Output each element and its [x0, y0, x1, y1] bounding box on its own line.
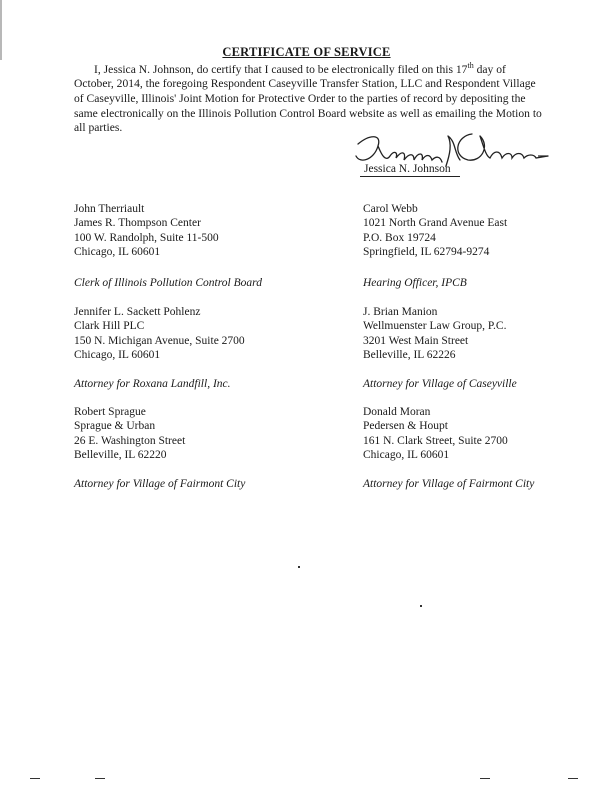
- party-role: Attorney for Village of Fairmont City: [74, 478, 246, 490]
- signer-name: Jessica N. Johnson: [364, 163, 451, 175]
- party-name: J. Brian Manion: [363, 306, 438, 318]
- certificate-body: [74, 59, 544, 136]
- ordinal-suffix: th: [467, 61, 474, 70]
- certificate-paragraph: [74, 59, 544, 136]
- party-address-line: 161 N. Clark Street, Suite 2700: [363, 434, 508, 447]
- party-address-line: Belleville, IL 62220: [74, 449, 167, 462]
- party-address-line: Sprague & Urban: [74, 420, 156, 433]
- party-address-line: P.O. Box 19724: [363, 231, 436, 244]
- service-party: [74, 305, 245, 363]
- service-party: [74, 405, 185, 463]
- party-name: Carol Webb: [363, 203, 418, 215]
- party-role: Clerk of Illinois Pollution Control Board: [74, 277, 262, 289]
- scan-artifact: [420, 605, 422, 607]
- party-role: Attorney for Roxana Landfill, Inc.: [74, 378, 231, 390]
- service-party: [363, 202, 507, 260]
- party-address-line: 3201 West Main Street: [363, 334, 469, 347]
- body-text-start: I, Jessica N. Johnson, do certify that I caused to be electronically filed on this 17: [94, 62, 468, 76]
- party-name: Jennifer L. Sackett Pohlenz: [74, 306, 201, 318]
- service-party: [74, 202, 219, 260]
- scan-artifact: [298, 566, 300, 568]
- party-address-line: Pedersen & Houpt: [363, 420, 448, 433]
- scan-artifact: [480, 778, 490, 779]
- service-party: [363, 305, 506, 363]
- party-address-line: 150 N. Michigan Avenue, Suite 2700: [74, 334, 245, 347]
- body-text-end: day of October, 2014, the foregoing Respondent Caseyville Transfer Station, LLC and Respondent Village of Caseyville, Illinois' Joint Motion for Protective Order to the parties of record by depositing the same electronically on the Illinois Pollution Control Board website as well as emailing the Motion to all parties.: [74, 62, 542, 135]
- party-role: Hearing Officer, IPCB: [363, 277, 467, 289]
- party-role: Attorney for Village of Caseyville: [363, 378, 517, 390]
- party-name: Robert Sprague: [74, 406, 146, 418]
- party-address-line: Chicago, IL 60601: [363, 449, 450, 462]
- party-name: John Therriault: [74, 203, 145, 215]
- party-address-line: 1021 North Grand Avenue East: [363, 217, 508, 230]
- party-role: Attorney for Village of Fairmont City: [363, 478, 535, 490]
- party-address-line: Wellmuenster Law Group, P.C.: [363, 320, 507, 333]
- party-address-line: Belleville, IL 62226: [363, 349, 456, 362]
- scan-artifact: [568, 778, 578, 779]
- party-address-line: James R. Thompson Center: [74, 217, 201, 230]
- document-title: CERTIFICATE OF SERVICE: [222, 45, 391, 59]
- party-address-line: Chicago, IL 60601: [74, 246, 161, 259]
- party-address-line: 100 W. Randolph, Suite 11-500: [74, 231, 219, 244]
- party-address-line: Clark Hill PLC: [74, 320, 145, 333]
- scan-artifact: [30, 778, 40, 779]
- signature-line: [360, 176, 460, 177]
- party-address-line: Springfield, IL 62794-9274: [363, 246, 490, 259]
- service-party: [363, 405, 508, 463]
- party-address-line: Chicago, IL 60601: [74, 349, 161, 362]
- party-address-line: 26 E. Washington Street: [74, 434, 186, 447]
- scan-artifact: [95, 778, 105, 779]
- party-name: Donald Moran: [363, 406, 431, 418]
